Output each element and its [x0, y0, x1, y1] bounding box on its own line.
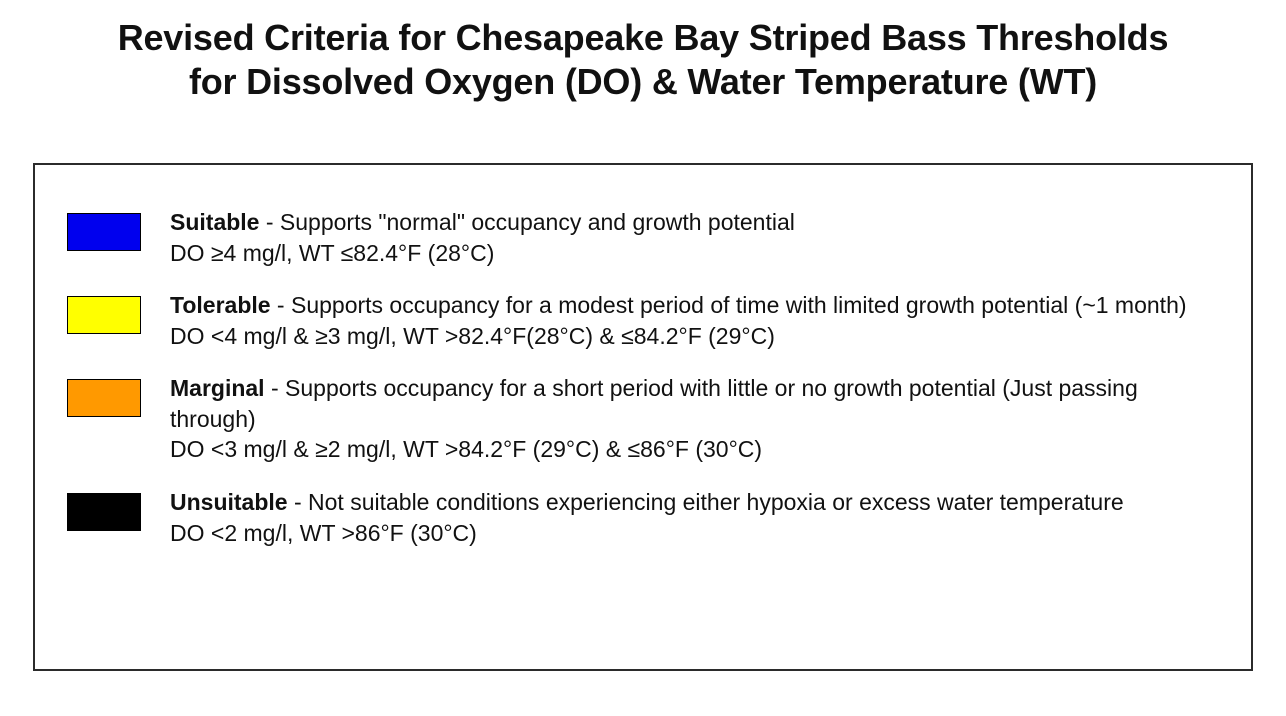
legend-row-marginal — [67, 373, 1221, 465]
legend-row-text — [170, 487, 1124, 548]
legend-description: - Supports occupancy for a modest period of time with limited growth potential (~1 month) — [270, 292, 1187, 319]
legend-description: - Supports "normal" occupancy and growth potential — [259, 209, 795, 235]
legend-description: - Supports occupancy for a short period with little or no growth potential (Just passing through) — [170, 375, 1138, 432]
color-swatch-orange — [67, 379, 141, 417]
legend-description-line — [170, 487, 1124, 518]
title-line-1: Revised Criteria for Chesapeake Bay Striped Bass Thresholds — [117, 17, 1169, 58]
legend-criteria: DO <4 mg/l & ≥3 mg/l, WT >82.4°F(28°C) & ≤84.2°F (29°C) — [170, 322, 775, 349]
legend-category: Unsuitable — [170, 489, 288, 516]
legend-description-line — [170, 207, 795, 238]
legend-list — [35, 165, 1251, 548]
page-title — [0, 0, 1286, 104]
legend-category: Marginal — [170, 375, 265, 402]
legend-description-line — [170, 373, 1221, 434]
legend-box — [33, 163, 1253, 671]
legend-criteria: DO <2 mg/l, WT >86°F (30°C) — [170, 519, 477, 546]
color-swatch-black — [67, 493, 141, 531]
legend-description-line — [170, 290, 1187, 321]
legend-criteria: DO ≥4 mg/l, WT ≤82.4°F (28°C) — [170, 239, 495, 266]
legend-category: Suitable — [170, 209, 260, 235]
legend-row-tolerable — [67, 290, 1221, 351]
legend-row-text — [170, 290, 1187, 351]
legend-criteria: DO <3 mg/l & ≥2 mg/l, WT >84.2°F (29°C) & ≤86°F (30°C) — [170, 436, 763, 463]
legend-row-unsuitable — [67, 487, 1221, 548]
title-line-2: for Dissolved Oxygen (DO) & Water Temperature (WT) — [188, 60, 1098, 102]
legend-row-suitable — [67, 207, 1221, 268]
color-swatch-yellow — [67, 296, 141, 334]
legend-description: - Not suitable conditions experiencing either hypoxia or excess water temperature — [287, 489, 1124, 516]
legend-category: Tolerable — [170, 292, 271, 319]
color-swatch-blue — [67, 213, 141, 251]
legend-row-text — [170, 373, 1221, 465]
legend-row-text — [170, 207, 795, 268]
